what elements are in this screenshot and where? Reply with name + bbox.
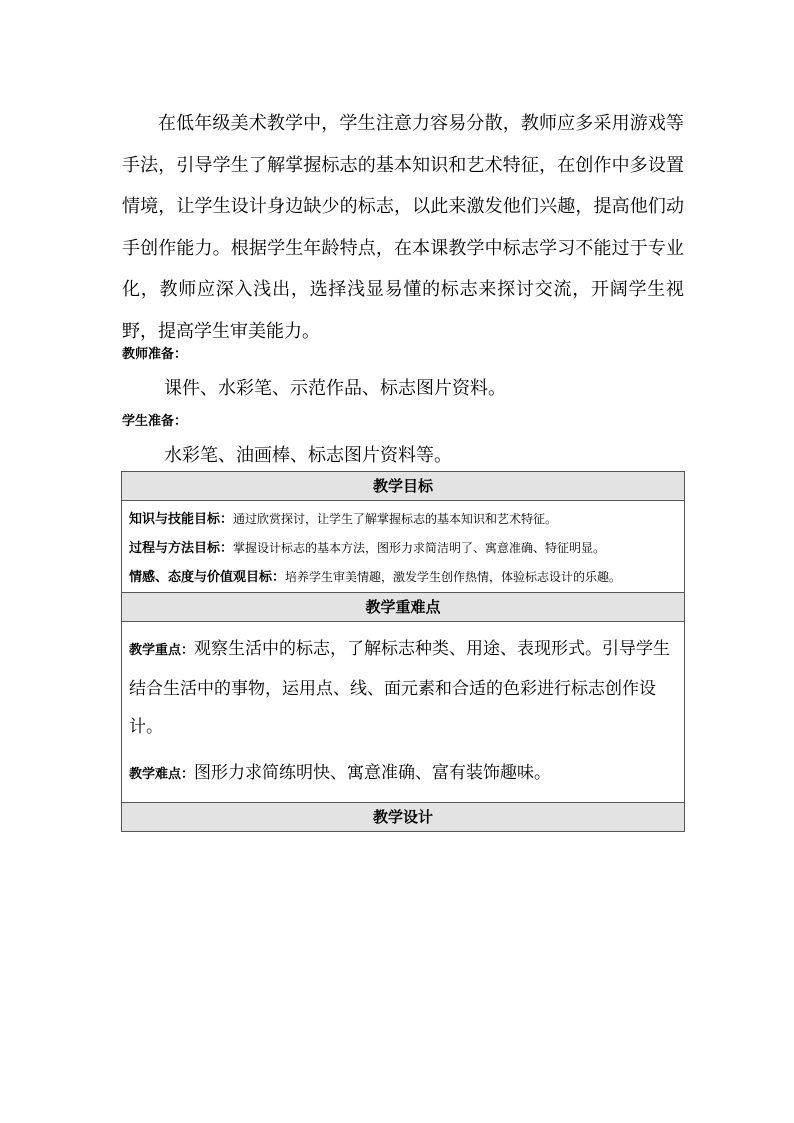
intro-paragraph: 在低年级美术教学中，学生注意力容易分散，教师应多采用游戏等手法，引导学生了解掌握标志的基本知识和艺术特征，在创作中多设置情境，让学生设计身边缺少的标志，以此来激发他们兴趣，提高他们动手创作能力。根据学生年龄特点，在本课教学中标志学习不能过于专业化，教师应深入浅出，选择浅显易懂的标志来探讨交流，开阔学生视野，提高学生审美能力。 [122, 113, 684, 342]
difficult-point-text: 图形力求简练明快、寓意准确、富有装饰趣味。 [194, 763, 552, 783]
objective-text: 通过欣赏探讨，让学生了解掌握标志的基本知识和艺术特征。 [233, 512, 558, 526]
key-point-text: 观察生活中的标志，了解标志种类、用途、表现形式。引导学生结合生活中的事物，运用点、线、面元素和合适的色彩进行标志创作设计。 [129, 639, 671, 737]
objective-row [129, 505, 677, 534]
key-points-section [122, 622, 684, 803]
key-point [129, 630, 677, 746]
student-prep-label: 学生准备： [122, 414, 188, 429]
key-point-label: 教学重点： [129, 643, 195, 658]
objective-label: 过程与方法目标： [129, 541, 234, 556]
lesson-table [121, 471, 685, 832]
teacher-prep-label: 教师准备： [122, 347, 188, 362]
objective-text: 掌握设计标志的基本方法，图形力求简洁明了、寓意准确、特征明显。 [233, 541, 606, 555]
objectives-section [122, 501, 684, 593]
objective-row [129, 563, 677, 592]
design-header: 教学设计 [122, 803, 684, 831]
objective-text: 培养学生审美情趣，激发学生创作热情，体验标志设计的乐趣。 [285, 570, 622, 584]
teacher-prep-content: 课件、水彩笔、示范作品、标志图片资料。 [164, 378, 506, 399]
objectives-header: 教学目标 [122, 472, 684, 501]
student-prep-content: 水彩笔、油画棒、标志图片资料等。 [164, 445, 452, 466]
difficult-point-label: 教学难点： [129, 767, 195, 782]
objective-label: 知识与技能目标： [129, 512, 234, 527]
objective-label: 情感、态度与价值观目标： [129, 570, 286, 585]
key-points-header: 教学重难点 [122, 593, 684, 622]
objective-row [129, 534, 677, 563]
difficult-point [129, 754, 677, 794]
